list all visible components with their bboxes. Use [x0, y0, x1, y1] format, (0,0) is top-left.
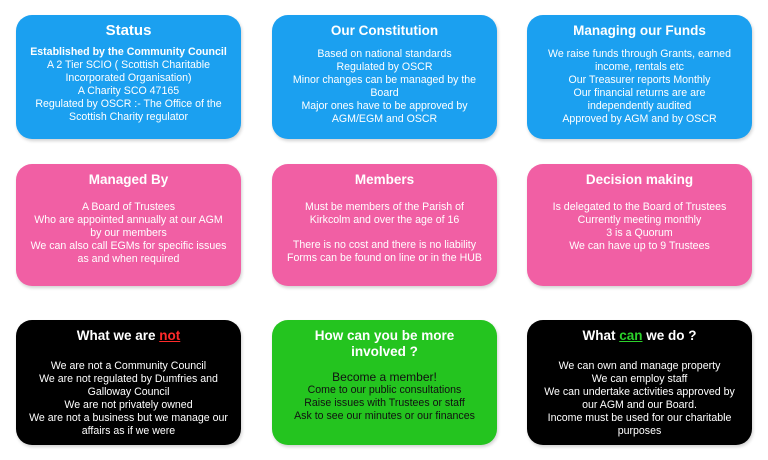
involved-line: Come to our public consultations: [307, 384, 462, 396]
constitution-line: Major ones have to be approved by: [301, 100, 468, 113]
what-can-we-do-title: [533, 328, 746, 344]
managed-by-line: as and when required: [77, 253, 180, 266]
members-line: Forms can be found on line or in the HUB: [287, 252, 482, 265]
decision-line: Currently meeting monthly: [577, 214, 702, 227]
not-line: We are not a Community Council: [50, 360, 207, 372]
can-line: We can undertake activities approved by: [544, 386, 735, 399]
constitution-line: Regulated by OSCR: [336, 61, 433, 74]
members-spacer: [278, 227, 491, 239]
members-line: Kirkcolm and over the age of 16: [309, 214, 460, 227]
can-line: Income must be used for our charitable: [547, 412, 732, 425]
funds-line: Our financial returns are are: [573, 87, 706, 100]
get-involved-title: [278, 328, 491, 360]
constitution-line: Board: [370, 87, 399, 100]
managed-by-line: We can also call EGMs for specific issues: [30, 240, 227, 253]
what-we-are-not-card: [16, 320, 241, 445]
not-line: affairs as if we were: [81, 425, 176, 438]
status-line: A Charity SCO 47165: [77, 85, 180, 98]
managed-by-line: A Board of Trustees: [81, 201, 176, 213]
members-line: Must be members of the Parish of: [305, 201, 464, 213]
not-highlight: not: [159, 328, 181, 343]
become-member-cta: Become a member!: [332, 370, 437, 384]
managed-by-line: Who are appointed annually at our AGM: [34, 214, 223, 227]
can-highlight: can: [619, 328, 643, 343]
members-card: [272, 164, 497, 286]
status-card: [16, 15, 241, 139]
can-line: We can employ staff: [591, 373, 688, 386]
managed-by-title: Managed By: [88, 172, 169, 187]
title-text: we do ?: [642, 328, 697, 343]
involved-line: Raise issues with Trustees or staff: [304, 397, 465, 410]
status-line: A 2 Tier SCIO ( Scottish Charitable: [46, 59, 211, 72]
title-text: What we are: [76, 328, 160, 343]
title-text: What: [582, 328, 620, 343]
status-line: Incorporated Organisation): [65, 72, 192, 85]
funds-line: Approved by AGM and by OSCR: [562, 113, 717, 126]
can-line: purposes: [617, 425, 662, 438]
not-line: We are not regulated by Dumfries and: [39, 373, 218, 386]
members-title: Members: [354, 172, 415, 187]
get-involved-title-line: How can you be more: [314, 328, 455, 343]
funds-card: [527, 15, 752, 139]
managed-by-line: by our members: [90, 227, 167, 240]
not-line: We are not a business but we manage our: [29, 412, 228, 425]
members-line: There is no cost and there is no liability: [292, 239, 477, 252]
constitution-line: AGM/EGM and OSCR: [331, 113, 438, 126]
decision-line: Is delegated to the Board of Trustees: [552, 201, 727, 213]
not-line: Galloway Council: [87, 386, 170, 399]
get-involved-title-line: involved ?: [351, 344, 418, 359]
involved-line: Ask to see our minutes or our finances: [294, 410, 475, 423]
decision-card: [527, 164, 752, 286]
decision-line: We can have up to 9 Trustees: [569, 240, 710, 253]
can-line: our AGM and our Board.: [582, 399, 697, 412]
constitution-line: Based on national standards: [317, 48, 452, 60]
get-involved-card: [272, 320, 497, 445]
status-subtitle: Established by the Community Council: [30, 46, 227, 58]
funds-line: income, rentals etc: [595, 61, 684, 74]
constitution-card: [272, 15, 497, 139]
funds-title: Managing our Funds: [573, 23, 706, 38]
constitution-line: Minor changes can be managed by the: [292, 74, 477, 87]
what-can-we-do-card: [527, 320, 752, 445]
funds-line: Our Treasurer reports Monthly: [568, 74, 711, 87]
funds-line: We raise funds through Grants, earned: [548, 48, 731, 60]
not-line: We are not privately owned: [64, 399, 193, 412]
can-line: We can own and manage property: [558, 360, 721, 372]
what-we-are-not-title: [22, 328, 235, 344]
constitution-title: Our Constitution: [330, 23, 439, 38]
status-title: Status: [105, 22, 152, 39]
funds-line: independently audited: [587, 100, 692, 113]
decision-line: 3 is a Quorum: [606, 227, 673, 240]
decision-title: Decision making: [585, 172, 694, 187]
status-line: Regulated by OSCR :- The Office of the: [35, 98, 222, 111]
managed-by-card: [16, 164, 241, 286]
status-line: Scottish Charity regulator: [69, 111, 188, 124]
